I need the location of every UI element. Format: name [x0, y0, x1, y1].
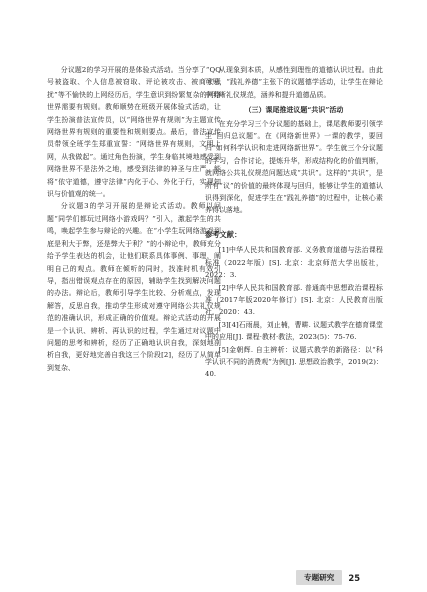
left-column — [47, 64, 221, 374]
page-footer — [296, 570, 360, 585]
page-number: 25 — [348, 572, 361, 583]
right-column — [205, 64, 383, 381]
body-paragraph: 分议题3的学习开展的是辩论式活动。教师以问题“同学们都玩过网络小游戏吗？”引入，激起学生的共鸣，唤起学生参与辩论的兴趣。在“小学生玩网络游戏到底是利大于弊，还是弊大于利？”的小辩论中，教师充分给予学生表达的机会，让他们联系具体事例、事理，阐明自己的观点。教师在倾听的同时，找准时机有效引导，指出错误观点存在的原因，辅助学生找到解决问题的办法。辩论后，教师引导学生比较、分析观点，发现解答，反思自我，推动学生形成对遵守网络公共礼仪规范的准确认识，形成正确的价值观。辩论式活动的开展是一个认识、辨析、再认识的过程，学生通过对议题中问题的思考和辨析，经历了正确地认识自我，深刻地剖析自我，更好地完善自我这三个阶段[2]，经历了从简单到复杂、 — [47, 202, 221, 372]
references-title: 参考文献： — [205, 229, 242, 239]
body-paragraph: 从现象到本质，从感性到理性的道德认识过程。由此可见，“践礼养德”主张下的议题德学活动，让学生在辩论中明晰礼仪规范，涵养和提升道德品质。 — [205, 66, 383, 99]
section-tag: 专题研究 — [296, 570, 342, 585]
reference-item: [1]中华人民共和国教育部. 义务教育道德与法治课程标准（2022年版）[S]. 北京：北京师范大学出版社，2022：3. — [205, 246, 383, 280]
section-heading: （三）课尾推进议题“共识”活动 — [244, 106, 344, 115]
reference-item: [2]中华人民共和国教育部. 普通高中思想政治课程标准（2017年版2020年修订）[S]. 北京：人民教育出版社，2020：43. — [205, 283, 383, 317]
body-paragraph: 在充分学习三个分议题的基础上，课尾教师要引领学生“回归总议题”。在《网络新世界》一课的教学，要回归“如何科学认识和走进网络新世界”。学生就三个分议题的学习，合作讨论，提炼升华，形成结构化的价值判断，就网络公共礼仪规范问题达成“共识”。这样的“共识”，是所有“议”的价值的最终体现与回归，能够让学生的道德认识得到深化，促进学生在“践礼养德”的过程中，让核心素养得以落地。 — [205, 119, 383, 215]
reference-item: [3][4]石雨晨，刘止楠，曹畊. 议题式教学在德育课堂中的应用[J]. 课程·教材·教法，2023(5)：75-76. — [205, 320, 383, 342]
reference-item: [5]金朝辉. 自主辨析：议题式教学的新路径：以“科学认识不同的消费观”为例[J]. 思想政治教学，2019(2)：40. — [205, 345, 383, 379]
body-paragraph: 分议题2的学习开展的是体验式活动。当分享了“QQ号被盗取、个人信息被窃取、评论被攻击、被商家骚扰”等不愉快的上网经历后，学生意识到纷繁复杂的网络世界需要有规则。教师顺势在班级开展体验式活动，让学生扮演普法宣传员，以“网络世界有规则”为主题宣传网络世界有规则的重要性和规则要点。最后，普法宣传员带领全班学生郑重宣誓：“网络世界有规则，文明上网，从我做起”。通过角色扮演，学生身临其境地感受到网络世界不是法外之地，感受到法律的神圣与庄严，能将“依守道德，遵守法律”内化于心、外化于行，实现知识与价值观的统一。 — [47, 66, 221, 199]
